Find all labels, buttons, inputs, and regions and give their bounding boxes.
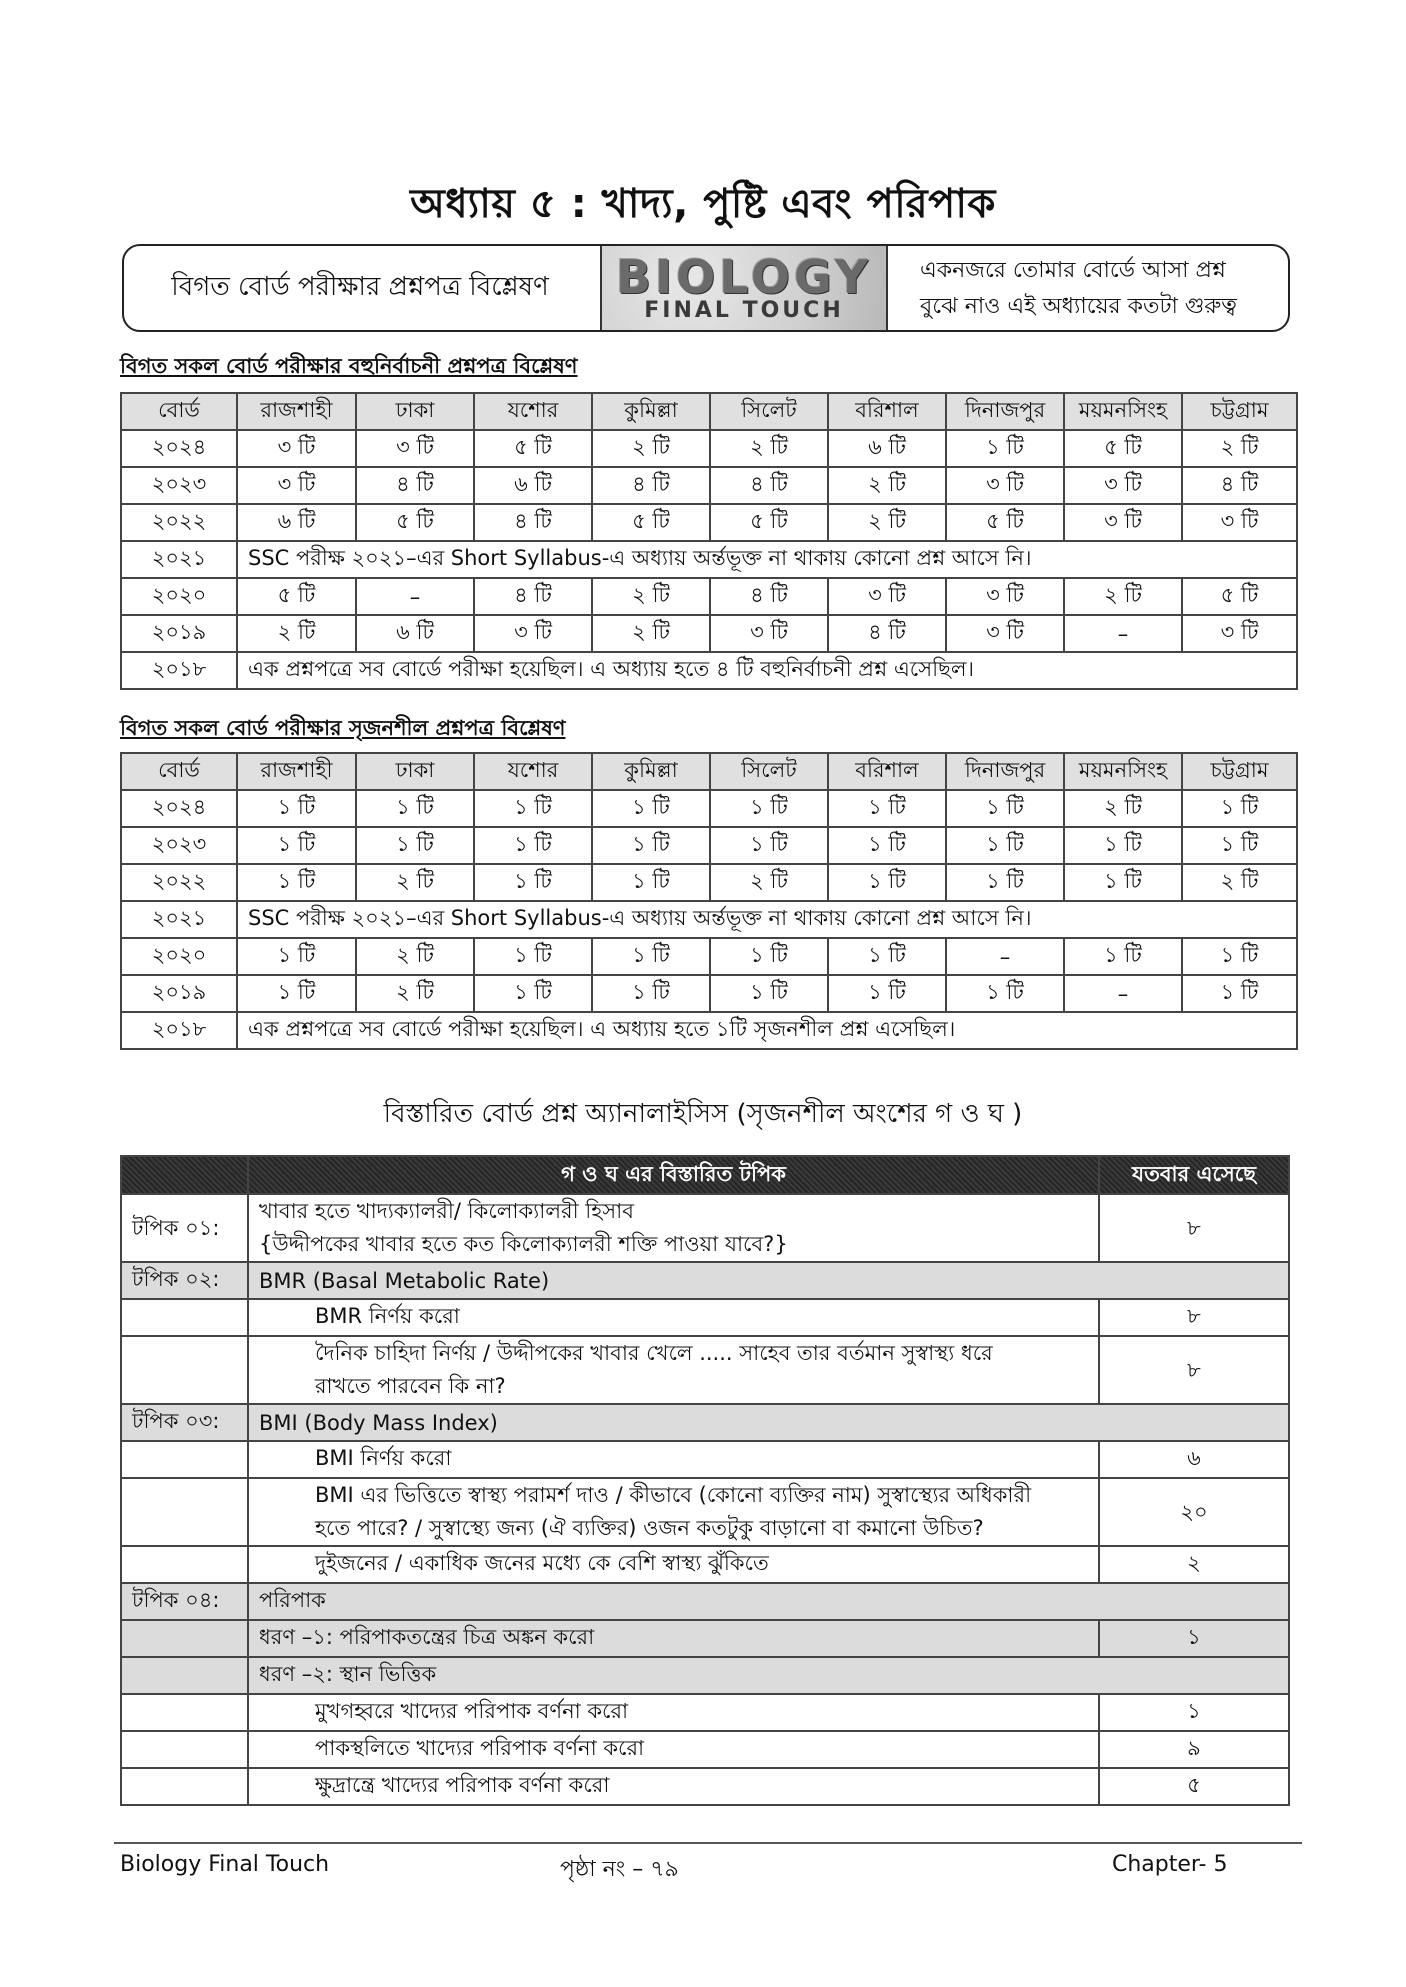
banner-left-text: বিগত বোর্ড পরীক্ষার প্রশ্নপত্র বিশ্লেষণ xyxy=(171,272,549,302)
detail-header-topic: গ ও ঘ এর বিস্তারিত টপিক xyxy=(248,1156,1099,1194)
count-cell: ১ টি xyxy=(946,975,1064,1012)
footer-divider xyxy=(114,1842,1302,1844)
blank-label-cell xyxy=(121,1441,248,1478)
count-cell: ২ টি xyxy=(592,430,710,467)
count-cell: ১ টি xyxy=(474,827,592,864)
header-board-name: কুমিল্লা xyxy=(592,753,710,790)
subtopic-text: BMI নির্ণয় করো xyxy=(248,1441,1099,1478)
year-cell: ২০২০ xyxy=(121,938,237,975)
footer-book-title: Biology Final Touch xyxy=(120,1852,330,1877)
count-cell: – xyxy=(1064,615,1182,652)
count-cell: ১ টি xyxy=(1182,827,1297,864)
count-cell: ৩ টি xyxy=(946,615,1064,652)
banner-right-line-1: একনজরে তোমার বোর্ডে আসা প্রশ্ন xyxy=(920,258,1226,283)
subtopic-text-line: BMI এর ভিত্তিতে স্বাস্থ্য পরামর্শ দাও / কীভাবে (কোনো ব্যক্তির নাম) সুস্বাস্থ্যের অধিকারী xyxy=(315,1483,1032,1507)
count-cell: ১ টি xyxy=(592,790,710,827)
count-cell: ১ টি xyxy=(474,938,592,975)
topic-text xyxy=(248,1194,1099,1262)
subtopic-row xyxy=(121,1694,1289,1731)
blank-label-cell xyxy=(121,1768,248,1805)
table-row xyxy=(121,975,1297,1012)
count-cell: ৬ টি xyxy=(474,467,592,504)
count-cell: – xyxy=(946,938,1064,975)
note-cell: SSC পরীক্ষ ২০২১–এর Short Syllabus-এ অধ্যায় অর্ন্তভূক্ত না থাকায় কোনো প্রশ্ন আসে নি। xyxy=(237,541,1297,578)
count-cell: ১ টি xyxy=(356,827,474,864)
count-cell: ৫ টি xyxy=(710,504,828,541)
analysis-banner xyxy=(122,244,1290,332)
topic-row xyxy=(121,1194,1289,1262)
count-cell: ১ টি xyxy=(946,790,1064,827)
mcq-section-heading: বিগত সকল বোর্ড পরীক্ষার বহুনির্বাচনী প্রশ্নপত্র বিশ্লেষণ xyxy=(120,354,578,378)
table-row xyxy=(121,541,1297,578)
year-cell: ২০২৩ xyxy=(121,827,237,864)
note-cell: SSC পরীক্ষ ২০২১–এর Short Syllabus-এ অধ্যায় অর্ন্তভূক্ত না থাকায় কোনো প্রশ্ন আসে নি। xyxy=(237,901,1297,938)
count-cell: ১ টি xyxy=(828,827,946,864)
count-cell: ২ টি xyxy=(828,504,946,541)
blank-label-cell xyxy=(121,1620,248,1657)
year-cell: ২০২২ xyxy=(121,504,237,541)
count-cell: ৩ টি xyxy=(474,615,592,652)
year-cell: ২০১৮ xyxy=(121,652,237,689)
logo-line-2: FINAL TOUCH xyxy=(644,298,844,323)
header-board-name: চট্টগ্রাম xyxy=(1182,753,1297,790)
count-cell: ১ টি xyxy=(1182,975,1297,1012)
year-cell: ২০২১ xyxy=(121,901,237,938)
table-row xyxy=(121,430,1297,467)
count-cell: ১ টি xyxy=(1064,827,1182,864)
subtopic-text: ধরণ –১: পরিপাকতন্ত্রের চিত্র অঙ্কন করো xyxy=(248,1620,1099,1657)
count-cell: ১ টি xyxy=(592,827,710,864)
footer-chapter: Chapter- 5 xyxy=(1112,1852,1228,1877)
count-cell: ৪ টি xyxy=(356,467,474,504)
header-board-name: কুমিল্লা xyxy=(592,393,710,430)
subtopic-text-line: দৈনিক চাহিদা নির্ণয় / উদ্দীপকের খাবার খেলে ..... সাহেব তার বর্তমান সুস্বাস্থ্য ধরে xyxy=(315,1341,993,1365)
table-header-row xyxy=(121,393,1297,430)
times-count: ১ xyxy=(1099,1620,1289,1657)
year-cell: ২০২৩ xyxy=(121,467,237,504)
blank-label-cell xyxy=(121,1657,248,1694)
count-cell: ১ টি xyxy=(1182,790,1297,827)
count-cell: ৫ টি xyxy=(946,504,1064,541)
header-board-name: দিনাজপুর xyxy=(946,753,1064,790)
count-cell: ২ টি xyxy=(710,430,828,467)
subtopic-row xyxy=(121,1620,1289,1657)
subtopic-text xyxy=(248,1336,1099,1404)
subtopic-row xyxy=(121,1478,1289,1546)
count-cell: ২ টি xyxy=(356,975,474,1012)
header-board-name: বরিশাল xyxy=(828,393,946,430)
detail-topic-table xyxy=(120,1155,1290,1806)
count-cell: ৩ টি xyxy=(1064,504,1182,541)
topic-label: টপিক ০৩: xyxy=(121,1404,248,1441)
biology-final-touch-logo xyxy=(600,246,888,330)
count-cell: ১ টি xyxy=(237,938,356,975)
subtopic-row xyxy=(121,1768,1289,1805)
count-cell: ৩ টি xyxy=(1182,615,1297,652)
count-cell: ১ টি xyxy=(356,790,474,827)
times-count: ২ xyxy=(1099,1546,1289,1583)
table-row xyxy=(121,467,1297,504)
note-cell: এক প্রশ্নপত্রে সব বোর্ডে পরীক্ষা হয়েছিল। এ অধ্যায় হতে ১টি সৃজনশীল প্রশ্ন এসেছিল। xyxy=(237,1012,1297,1049)
subtopic-row xyxy=(121,1441,1289,1478)
times-count: ৫ xyxy=(1099,1768,1289,1805)
count-cell: ১ টি xyxy=(946,430,1064,467)
subtopic-text: ক্ষুদ্রান্ত্রে খাদ্যের পরিপাক বর্ণনা করো xyxy=(248,1768,1099,1805)
subtopic-text-line: রাখতে পারবেন কি না? xyxy=(315,1374,506,1398)
blank-label-cell xyxy=(121,1694,248,1731)
count-cell: ১ টি xyxy=(946,864,1064,901)
count-cell: ৪ টি xyxy=(474,578,592,615)
count-cell: ১ টি xyxy=(828,975,946,1012)
header-board-name: রাজশাহী xyxy=(237,753,356,790)
count-cell: ১ টি xyxy=(592,864,710,901)
count-cell: ১ টি xyxy=(474,864,592,901)
year-cell: ২০২০ xyxy=(121,578,237,615)
detail-header-row xyxy=(121,1156,1289,1194)
count-cell: ১ টি xyxy=(828,864,946,901)
topic-title: BMI (Body Mass Index) xyxy=(248,1404,1289,1441)
count-cell: – xyxy=(1064,975,1182,1012)
times-count: ৮ xyxy=(1099,1299,1289,1336)
header-board-name: ঢাকা xyxy=(356,393,474,430)
blank-label-cell xyxy=(121,1336,248,1404)
detail-analysis-title: বিস্তারিত বোর্ড প্রশ্ন অ্যানালাইসিস (সৃজনশীল অংশের গ ও ঘ ) xyxy=(383,1099,1023,1129)
subtopic-row xyxy=(121,1299,1289,1336)
topic-label: টপিক ০২: xyxy=(121,1262,248,1299)
count-cell: ২ টি xyxy=(1064,578,1182,615)
count-cell: ৪ টি xyxy=(1182,467,1297,504)
banner-right-text xyxy=(894,250,1286,328)
count-cell: ১ টি xyxy=(1182,938,1297,975)
header-board: বোর্ড xyxy=(121,393,237,430)
footer-page-number: পৃষ্ঠা নং – ৭৯ xyxy=(560,1857,679,1882)
table-row xyxy=(121,504,1297,541)
count-cell: ২ টি xyxy=(592,578,710,615)
count-cell: ২ টি xyxy=(592,615,710,652)
type-header-row xyxy=(121,1657,1289,1694)
header-board-name: সিলেট xyxy=(710,753,828,790)
header-board-name: সিলেট xyxy=(710,393,828,430)
header-board-name: রাজশাহী xyxy=(237,393,356,430)
count-cell: ৫ টি xyxy=(474,430,592,467)
count-cell: ৩ টি xyxy=(356,430,474,467)
count-cell: ১ টি xyxy=(237,975,356,1012)
count-cell: ৩ টি xyxy=(1064,467,1182,504)
times-count: ৮ xyxy=(1099,1336,1289,1404)
count-cell: ৩ টি xyxy=(946,467,1064,504)
header-board-name: ঢাকা xyxy=(356,753,474,790)
count-cell: ৪ টি xyxy=(474,504,592,541)
table-row xyxy=(121,827,1297,864)
header-board: বোর্ড xyxy=(121,753,237,790)
topic-title: BMR (Basal Metabolic Rate) xyxy=(248,1262,1289,1299)
times-count: ১ xyxy=(1099,1694,1289,1731)
count-cell: ২ টি xyxy=(356,938,474,975)
table-row xyxy=(121,864,1297,901)
table-row xyxy=(121,790,1297,827)
table-row xyxy=(121,652,1297,689)
year-cell: ২০১৮ xyxy=(121,1012,237,1049)
topic-label: টপিক ০৪: xyxy=(121,1583,248,1620)
count-cell: ২ টি xyxy=(1064,790,1182,827)
chapter-title: অধ্যায় ৫ : খাদ্য, পুষ্টি এবং পরিপাক xyxy=(410,181,996,227)
header-board-name: ময়মনসিংহ xyxy=(1064,753,1182,790)
header-board-name: দিনাজপুর xyxy=(946,393,1064,430)
count-cell: ৫ টি xyxy=(356,504,474,541)
subtopic-text-line: হতে পারে? / সুস্বাস্থ্যে জন্য (ঐ ব্যক্তির) ওজন কতটুকু বাড়ানো বা কমানো উচিত? xyxy=(315,1516,984,1540)
year-cell: ২০২৪ xyxy=(121,790,237,827)
count-cell: ১ টি xyxy=(474,975,592,1012)
times-count: ৯ xyxy=(1099,1731,1289,1768)
table-header-row xyxy=(121,753,1297,790)
table-row xyxy=(121,578,1297,615)
detail-header-blank xyxy=(121,1156,248,1194)
topic-header-row xyxy=(121,1583,1289,1620)
subtopic-text: দুইজনের / একাধিক জনের মধ্যে কে বেশি স্বাস্থ্য ঝুঁকিতে xyxy=(248,1546,1099,1583)
table-row xyxy=(121,1012,1297,1049)
count-cell: ১ টি xyxy=(828,938,946,975)
year-cell: ২০২৪ xyxy=(121,430,237,467)
cq-analysis-table xyxy=(120,752,1298,1050)
mcq-analysis-table xyxy=(120,392,1298,690)
cq-section-heading: বিগত সকল বোর্ড পরীক্ষার সৃজনশীল প্রশ্নপত্র বিশ্লেষণ xyxy=(120,716,566,740)
count-cell: ১ টি xyxy=(474,790,592,827)
blank-label-cell xyxy=(121,1299,248,1336)
count-cell: ৪ টি xyxy=(592,467,710,504)
header-board-name: চট্টগ্রাম xyxy=(1182,393,1297,430)
count-cell: ৩ টি xyxy=(946,578,1064,615)
count-cell: ১ টি xyxy=(592,938,710,975)
topic-header-row xyxy=(121,1262,1289,1299)
count-cell: ৫ টি xyxy=(1064,430,1182,467)
count-cell: ৪ টি xyxy=(710,467,828,504)
logo-line-1: BIOLOGY xyxy=(615,250,873,304)
blank-label-cell xyxy=(121,1546,248,1583)
table-row xyxy=(121,901,1297,938)
count-cell: ৩ টি xyxy=(1182,504,1297,541)
count-cell: ২ টি xyxy=(1182,864,1297,901)
count-cell: ৬ টি xyxy=(356,615,474,652)
subtopic-text: BMR নির্ণয় করো xyxy=(248,1299,1099,1336)
count-cell: ৪ টি xyxy=(710,578,828,615)
count-cell: ১ টি xyxy=(710,938,828,975)
count-cell: ৬ টি xyxy=(828,430,946,467)
subtopic-row xyxy=(121,1731,1289,1768)
topic-header-row xyxy=(121,1404,1289,1441)
times-count: ৬ xyxy=(1099,1441,1289,1478)
times-count: ২০ xyxy=(1099,1478,1289,1546)
subtopic-row xyxy=(121,1546,1289,1583)
header-board-name: যশোর xyxy=(474,393,592,430)
header-board-name: ময়মনসিংহ xyxy=(1064,393,1182,430)
count-cell: ৩ টি xyxy=(237,467,356,504)
count-cell: ৫ টি xyxy=(237,578,356,615)
count-cell: ৪ টি xyxy=(828,615,946,652)
count-cell: ২ টি xyxy=(1182,430,1297,467)
header-board-name: যশোর xyxy=(474,753,592,790)
times-count: ৮ xyxy=(1099,1194,1289,1262)
year-cell: ২০১৯ xyxy=(121,975,237,1012)
table-row xyxy=(121,615,1297,652)
header-board-name: বরিশাল xyxy=(828,753,946,790)
year-cell: ২০২২ xyxy=(121,864,237,901)
topic-label: টপিক ০১: xyxy=(121,1194,248,1262)
year-cell: ২০২১ xyxy=(121,541,237,578)
count-cell: ২ টি xyxy=(356,864,474,901)
subtopic-text: মুখগহ্বরে খাদ্যের পরিপাক বর্ণনা করো xyxy=(248,1694,1099,1731)
count-cell: ১ টি xyxy=(237,864,356,901)
topic-text-line: খাবার হতে খাদ্যক্যালরী/ কিলোক্যালরী হিসাব xyxy=(259,1199,634,1223)
count-cell: ৫ টি xyxy=(1182,578,1297,615)
count-cell: ২ টি xyxy=(710,864,828,901)
count-cell: ১ টি xyxy=(710,790,828,827)
blank-label-cell xyxy=(121,1731,248,1768)
count-cell: ১ টি xyxy=(592,975,710,1012)
topic-text-line: {উদ্দীপকের খাবার হতে কত কিলোক্যালরী শক্তি পাওয়া যাবে?} xyxy=(259,1232,788,1256)
type-title: ধরণ –২: স্থান ভিত্তিক xyxy=(248,1657,1289,1694)
count-cell: ১ টি xyxy=(828,790,946,827)
banner-right-line-2: বুঝে নাও এই অধ্যায়ের কতটা গুরুত্ব xyxy=(920,294,1237,319)
subtopic-text xyxy=(248,1478,1099,1546)
topic-title: পরিপাক xyxy=(248,1583,1289,1620)
count-cell: ৩ টি xyxy=(828,578,946,615)
count-cell: ৩ টি xyxy=(710,615,828,652)
count-cell: ১ টি xyxy=(710,975,828,1012)
table-row xyxy=(121,938,1297,975)
count-cell: ১ টি xyxy=(237,790,356,827)
detail-header-count: যতবার এসেছে xyxy=(1099,1156,1289,1194)
count-cell: ১ টি xyxy=(237,827,356,864)
blank-label-cell xyxy=(121,1478,248,1546)
count-cell: ১ টি xyxy=(710,827,828,864)
count-cell: ২ টি xyxy=(237,615,356,652)
count-cell: ৬ টি xyxy=(237,504,356,541)
count-cell: ১ টি xyxy=(1064,864,1182,901)
count-cell: ১ টি xyxy=(1064,938,1182,975)
count-cell: – xyxy=(356,578,474,615)
subtopic-row xyxy=(121,1336,1289,1404)
note-cell: এক প্রশ্নপত্রে সব বোর্ডে পরীক্ষা হয়েছিল। এ অধ্যায় হতে ৪ টি বহুনির্বাচনী প্রশ্ন এসেছিল। xyxy=(237,652,1297,689)
count-cell: ২ টি xyxy=(828,467,946,504)
count-cell: ৩ টি xyxy=(237,430,356,467)
count-cell: ৫ টি xyxy=(592,504,710,541)
count-cell: ১ টি xyxy=(946,827,1064,864)
subtopic-text: পাকস্থলিতে খাদ্যের পরিপাক বর্ণনা করো xyxy=(248,1731,1099,1768)
year-cell: ২০১৯ xyxy=(121,615,237,652)
